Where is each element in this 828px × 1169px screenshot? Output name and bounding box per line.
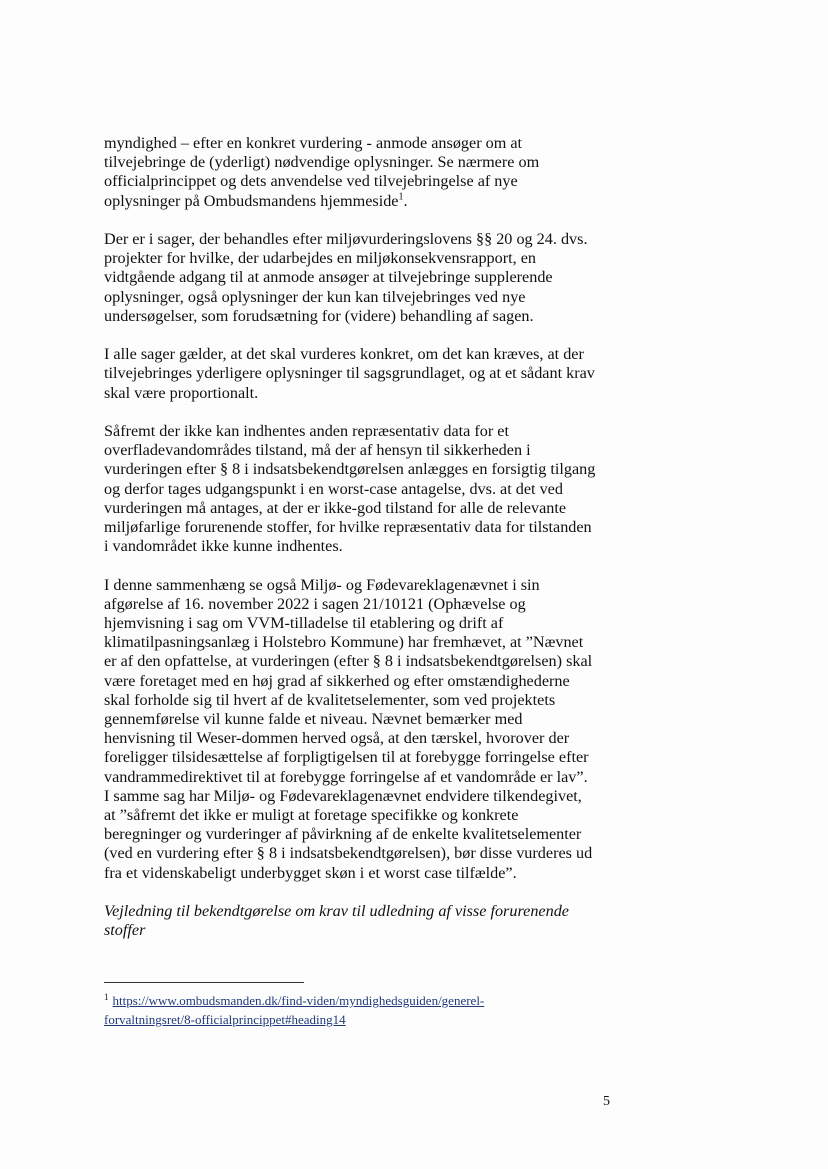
section-heading: Vejledning til bekendtgørelse om krav til udledning af visse forurenende stoffer (104, 902, 569, 940)
paragraph-worst-case: Såfremt der ikke kan indhentes anden repræsentativ data for et overfladevandområdes tilstand, må der af hensyn til sikkerheden i vurderingen efter § 8 i indsatsbekendtgørelsen anlægges en forsigtig tilgang og derfor tages udgangspunkt i en worst-case antagelse, dvs. at det ved vurderingen må antages, at der er ikke-god tilstand for alle de relevante miljøfarlige forurenende stoffer, for hvilke repræsentativ data for tilstanden i vandområdet ikke kunne indhentes. (104, 422, 596, 556)
body-text (104, 134, 634, 940)
page-number: 5 (603, 1094, 610, 1109)
paragraph-text: myndighed – efter en konkret vurdering - anmode ansøger om at tilvejebringe de (yderligt) nødvendige oplysninger. Se nærmere om officialprincippet og dets anvendelse ved tilvejebringelse af nye oplysninger på Ombudsmandens hjemmeside (104, 134, 540, 210)
footnote (104, 991, 664, 1029)
footnote-reference[interactable]: 1 (398, 191, 404, 203)
paragraph-officialprincip (104, 134, 634, 211)
footnote-link[interactable]: https://www.ombudsmanden.dk/find-viden/myndighedsguiden/generel- forvaltningsret/8-officialprincippet#heading14 (104, 993, 485, 1027)
paragraph-klagenaevnet: I denne sammenhæng se også Miljø- og Fødevareklagenævnet i sin afgørelse af 16. november 2022 i sagen 21/10121 (Ophævelse og hjemvisning i sag om VVM-tilladelse til etablering og drift af klimatilpasningsanlæg i Holstebro Kommune) har fremhævet, at ”Nævnet er af den opfattelse, at vurderingen (efter § 8 i indsatsbekendtgørelsen) skal være foretaget med en høj grad af sikkerhed og efter omstændighederne skal forholde sig til hvert af de kvalitetselementer, som ved projektets gennemførelse vil kunne falde et niveau. Nævnet bemærker med henvisning til Weser-dommen herved også, at den tærskel, hvorover der foreligger tilsidesættelse af forpligtigelsen til at forebygge forringelse efter vandrammedirektivet til at forebygge forringelse af et vandområde er lav”. I samme sag har Miljø- og Fødevareklagenævnet endvidere tilkendegivet, at ”såfremt det ikke er muligt at foretage specifikke og konkrete beregninger og vurderinger af påvirkning af de enkelte kvalitetselementer (ved en vurdering efter § 8 i indsatsbekendtgørelsen), bør disse vurderes ud fra et videnskabeligt underbygget skøn i et worst case tilfælde”. (104, 575, 593, 882)
footnote-divider (104, 982, 304, 983)
footnote-number: 1 (104, 991, 109, 1002)
paragraph-miljoevurderingsloven: Der er i sager, der behandles efter miljøvurderingslovens §§ 20 og 24. dvs. projekter for hvilke, der udarbejdes en miljøkonsekvensrapport, en vidtgående adgang til at anmode ansøger at tilvejebringe supplerende oplysninger, også oplysninger der kun kan tilvejebringes ved nye undersøgelser, som forudsætning for (videre) behandling af sagen. (104, 230, 588, 325)
paragraph-end-punctuation: . (403, 191, 408, 210)
paragraph-proportionalitet: I alle sager gælder, at det skal vurderes konkret, om det kan kræves, at der tilvejebringes yderligere oplysninger til sagsgrundlaget, og at et sådant krav skal være proportionalt. (104, 345, 595, 402)
